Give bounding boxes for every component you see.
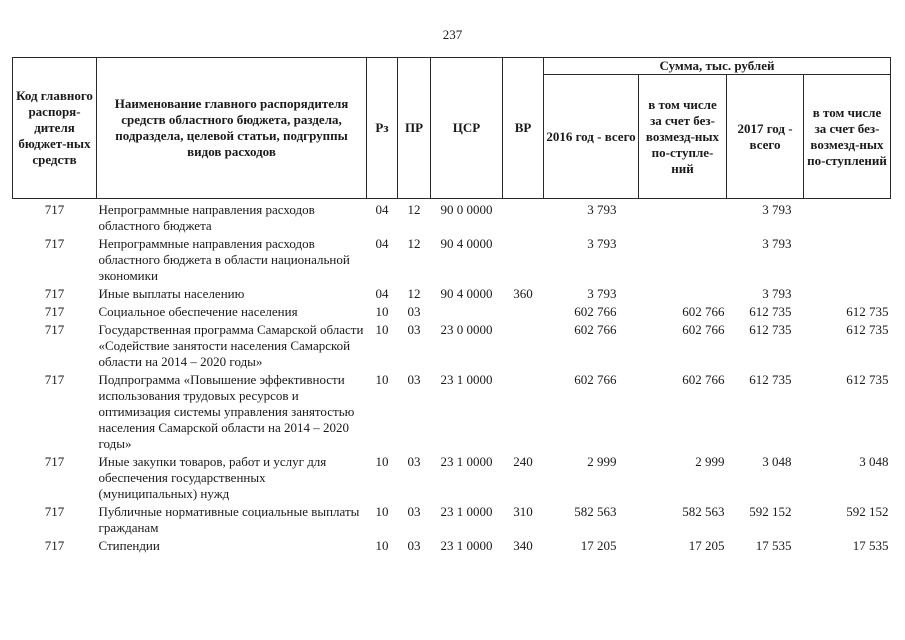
header-csr: ЦСР (431, 58, 503, 199)
cell-name: Иные закупки товаров, работ и услуг для обеспечения государственных (муниципальных) нужд (98, 454, 327, 501)
cell-vr: 240 (513, 454, 533, 469)
cell-csr (431, 303, 503, 321)
cell-code: 717 (44, 202, 65, 217)
header-2016-free: в том числе за счет без-возмезд-ных по-ступле-ний (639, 75, 727, 199)
cell-2017-total: 612 735 (749, 322, 792, 337)
cell-pr: 03 (407, 454, 421, 469)
cell-code: 717 (44, 454, 65, 469)
cell-pr: 03 (407, 372, 421, 387)
cell-2017-total: 612 735 (749, 372, 792, 387)
cell-csr: 23 1 0000 (440, 454, 493, 469)
cell-csr: 23 0 0000 (440, 322, 493, 337)
cell-2016-free (639, 199, 727, 236)
cell-2017-free (804, 285, 891, 303)
cell-pr: 03 (407, 322, 421, 337)
cell-rz: 10 (375, 322, 389, 337)
table-row (13, 503, 891, 537)
cell-csr: 23 1 0000 (440, 504, 493, 519)
cell-2016-free: 582 563 (682, 504, 725, 519)
cell-2016-total: 2 999 (587, 454, 617, 469)
cell-vr (503, 371, 544, 453)
cell-name: Государственная программа Самарской области «Содействие занятости населения Самарской области на 2014 – 2020 годы» (98, 322, 364, 369)
table-row (13, 321, 891, 371)
cell-rz: 10 (375, 304, 389, 319)
cell-2016-total: 3 793 (587, 236, 617, 251)
header-pr: ПР (398, 58, 431, 199)
cell-2016-free: 602 766 (682, 372, 725, 387)
cell-vr (503, 321, 544, 371)
cell-vr (503, 199, 544, 236)
cell-2017-total: 3 793 (762, 236, 792, 251)
cell-code: 717 (44, 504, 65, 519)
cell-vr: 310 (513, 504, 533, 519)
cell-2017-total: 612 735 (749, 304, 792, 319)
cell-rz: 10 (375, 372, 389, 387)
cell-2017-free (804, 235, 891, 285)
cell-name: Социальное обеспечение населения (98, 304, 298, 319)
cell-2017-free: 612 735 (846, 322, 889, 337)
cell-2016-total: 3 793 (587, 202, 617, 217)
cell-2016-free (639, 235, 727, 285)
table-row (13, 453, 891, 503)
cell-2016-free: 602 766 (682, 304, 725, 319)
cell-name: Подпрограмма «Повышение эффективности использования трудовых ресурсов и оптимизация системы управления занятостью населения Самарской области на 2014 – 2020 годы» (98, 372, 355, 451)
table-row (13, 303, 891, 321)
cell-rz: 10 (375, 504, 389, 519)
cell-code: 717 (44, 304, 65, 319)
cell-code: 717 (44, 322, 65, 337)
table-row (13, 371, 891, 453)
cell-vr: 340 (513, 538, 533, 553)
cell-rz: 10 (375, 538, 389, 553)
cell-2017-total: 3 793 (762, 202, 792, 217)
cell-2016-total: 582 563 (574, 504, 617, 519)
cell-2017-free: 17 535 (852, 538, 889, 553)
cell-2017-total: 592 152 (749, 504, 792, 519)
cell-2016-free: 602 766 (682, 322, 725, 337)
header-rz: Рз (367, 58, 398, 199)
cell-vr (503, 303, 544, 321)
cell-code: 717 (44, 236, 65, 251)
cell-name: Непрограммные направления расходов областного бюджета (98, 202, 315, 233)
header-2017-total: 2017 год - всего (727, 75, 804, 199)
cell-code: 717 (44, 372, 65, 387)
cell-2016-total: 602 766 (574, 372, 617, 387)
cell-pr: 03 (407, 538, 421, 553)
cell-csr: 23 1 0000 (440, 372, 493, 387)
cell-name: Иные выплаты населению (98, 286, 245, 301)
cell-vr: 360 (513, 286, 533, 301)
cell-pr: 12 (407, 286, 421, 301)
table-row (13, 285, 891, 303)
budget-table (12, 57, 891, 555)
cell-2016-free: 17 205 (688, 538, 725, 553)
cell-name: Публичные нормативные социальные выплаты гражданам (98, 504, 360, 535)
cell-name: Непрограммные направления расходов областного бюджета в области национальной экономики (98, 236, 350, 283)
cell-2016-free: 2 999 (695, 454, 725, 469)
cell-rz: 04 (375, 236, 389, 251)
table-row (13, 199, 891, 236)
cell-2017-total: 17 535 (755, 538, 792, 553)
cell-2017-free: 3 048 (859, 454, 889, 469)
cell-vr (503, 235, 544, 285)
header-code: Код главного распоря-дителя бюджет-ных средств (13, 58, 97, 199)
header-2017-free: в том числе за счет без-возмезд-ных по-ступлений (804, 75, 891, 199)
cell-rz: 04 (375, 202, 389, 217)
header-name: Наименование главного распорядителя средств областного бюджета, раздела, подраздела, целевой статьи, подгруппы видов расходов (97, 58, 367, 199)
cell-2017-free: 612 735 (846, 304, 889, 319)
cell-code: 717 (44, 538, 65, 553)
page-number: 237 (442, 27, 463, 42)
cell-csr: 90 4 0000 (440, 236, 493, 251)
cell-2016-total: 17 205 (580, 538, 617, 553)
cell-2016-free (639, 285, 727, 303)
cell-2017-total: 3 793 (762, 286, 792, 301)
cell-2017-total: 3 048 (762, 454, 792, 469)
header-sum: Сумма, тыс. рублей (544, 58, 891, 75)
header-vr: ВР (503, 58, 544, 199)
cell-rz: 04 (375, 286, 389, 301)
cell-2017-free (804, 199, 891, 236)
cell-csr: 23 1 0000 (440, 538, 493, 553)
header-2016-total: 2016 год - всего (544, 75, 639, 199)
cell-csr: 90 0 0000 (440, 202, 493, 217)
cell-name: Стипендии (98, 538, 160, 553)
table-body (13, 199, 891, 556)
cell-pr: 03 (407, 504, 421, 519)
cell-pr: 12 (407, 236, 421, 251)
cell-csr: 90 4 0000 (440, 286, 493, 301)
table-row (13, 235, 891, 285)
cell-2016-total: 3 793 (587, 286, 617, 301)
cell-code: 717 (44, 286, 65, 301)
table-header (13, 58, 891, 199)
cell-rz: 10 (375, 454, 389, 469)
cell-2017-free: 612 735 (846, 372, 889, 387)
table-row (13, 537, 891, 555)
cell-2016-total: 602 766 (574, 304, 617, 319)
cell-pr: 12 (407, 202, 421, 217)
cell-pr: 03 (407, 304, 421, 319)
cell-2016-total: 602 766 (574, 322, 617, 337)
cell-2017-free: 592 152 (846, 504, 889, 519)
